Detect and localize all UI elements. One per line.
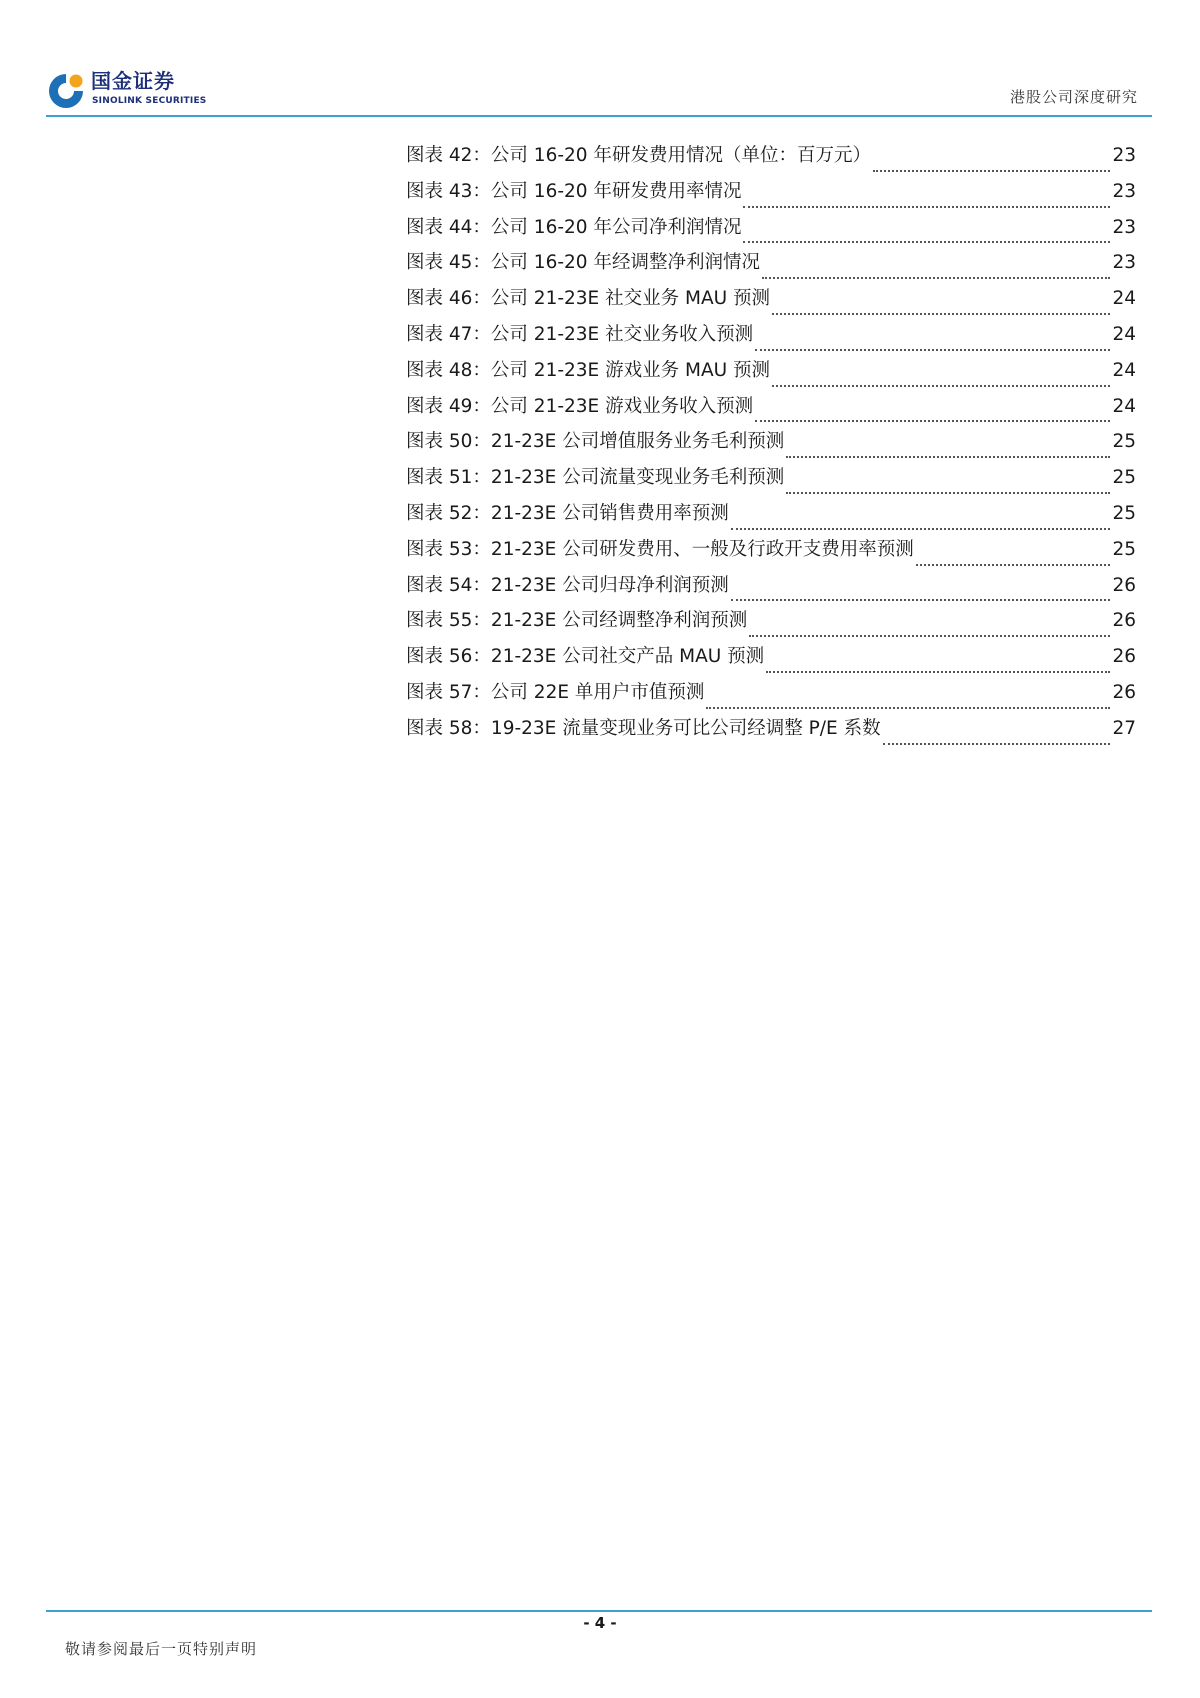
- footer-divider: [46, 1610, 1152, 1612]
- logo-chinese-name: 国金证券: [91, 69, 175, 93]
- header-divider: [46, 115, 1152, 117]
- toc-entry-page: 23: [1112, 145, 1136, 166]
- toc-entry-page: 26: [1112, 574, 1136, 596]
- document-type-label: 港股公司深度研究: [1009, 88, 1138, 106]
- toc-entry-title: 图表 55：21-23E 公司经调整净利润预测: [406, 610, 748, 632]
- toc-entry[interactable]: [406, 609, 1136, 645]
- toc-entry-page: 25: [1112, 431, 1136, 453]
- toc-entry-page: 26: [1112, 646, 1136, 668]
- toc-dot-leader: [786, 454, 1110, 458]
- toc-entry[interactable]: [406, 216, 1136, 252]
- toc-entry[interactable]: [406, 466, 1136, 502]
- toc-entry-page: 25: [1112, 538, 1136, 560]
- toc-entry[interactable]: [406, 574, 1136, 610]
- toc-entry-page: 23: [1112, 180, 1136, 202]
- sinolink-logo-icon: [46, 70, 86, 110]
- figure-list: [406, 144, 1136, 753]
- toc-entry-page: 24: [1112, 323, 1136, 345]
- toc-entry-title: 图表 56：21-23E 公司社交产品 MAU 预测: [406, 646, 765, 668]
- toc-entry[interactable]: [406, 251, 1136, 287]
- toc-entry-page: 25: [1112, 502, 1136, 524]
- toc-entry-title: 图表 52：21-23E 公司销售费用率预测: [406, 502, 729, 524]
- toc-entry-page: 23: [1112, 252, 1136, 274]
- toc-dot-leader: [873, 168, 1111, 172]
- toc-entry-page: 25: [1112, 467, 1136, 489]
- toc-entry[interactable]: [406, 538, 1136, 574]
- toc-dot-leader: [766, 669, 1110, 673]
- toc-entry[interactable]: [406, 395, 1136, 431]
- toc-dot-leader: [755, 347, 1110, 351]
- toc-dot-leader: [772, 311, 1110, 315]
- toc-entry-title: 图表 43：公司 16-20 年研发费用率情况: [406, 180, 742, 202]
- toc-dot-leader: [743, 239, 1110, 243]
- toc-dot-leader: [731, 597, 1111, 601]
- toc-entry-title: 图表 42：公司 16-20 年研发费用情况（单位：百万元）: [406, 145, 871, 166]
- toc-dot-leader: [743, 204, 1110, 208]
- toc-entry[interactable]: [406, 430, 1136, 466]
- toc-entry-title: 图表 47：公司 21-23E 社交业务收入预测: [406, 323, 754, 345]
- toc-entry[interactable]: [406, 717, 1136, 753]
- toc-entry[interactable]: [406, 323, 1136, 359]
- toc-entry-page: 24: [1112, 395, 1136, 417]
- disclaimer-note: 敬请参阅最后一页特别声明: [65, 1640, 258, 1658]
- toc-entry[interactable]: [406, 180, 1136, 216]
- page-header: [46, 62, 1152, 118]
- toc-entry[interactable]: [406, 359, 1136, 395]
- toc-entry[interactable]: [406, 502, 1136, 538]
- toc-entry[interactable]: [406, 287, 1136, 323]
- toc-entry-title: 图表 53：21-23E 公司研发费用、一般及行政开支费用率预测: [406, 538, 914, 560]
- toc-entry-page: 26: [1112, 681, 1136, 703]
- toc-entry-title: 图表 45：公司 16-20 年经调整净利润情况: [406, 252, 760, 274]
- page-number: - 4 -: [583, 1614, 617, 1632]
- toc-entry[interactable]: [406, 681, 1136, 717]
- toc-dot-leader: [772, 383, 1110, 387]
- toc-dot-leader: [706, 705, 1110, 709]
- logo-english-name: SINOLINK SECURITIES: [92, 96, 207, 106]
- toc-dot-leader: [755, 418, 1110, 422]
- toc-entry-page: 27: [1112, 717, 1136, 739]
- toc-entry[interactable]: [406, 645, 1136, 681]
- toc-entry-page: 23: [1112, 216, 1136, 238]
- toc-entry-title: 图表 49：公司 21-23E 游戏业务收入预测: [406, 395, 754, 417]
- toc-entry-title: 图表 54：21-23E 公司归母净利润预测: [406, 574, 729, 596]
- toc-entry-title: 图表 46：公司 21-23E 社交业务 MAU 预测: [406, 288, 771, 310]
- toc-dot-leader: [731, 526, 1111, 530]
- toc-dot-leader: [916, 562, 1111, 566]
- toc-dot-leader: [883, 741, 1111, 745]
- toc-dot-leader: [762, 275, 1111, 279]
- toc-entry-title: 图表 58：19-23E 流量变现业务可比公司经调整 P/E 系数: [406, 717, 881, 739]
- toc-entry-page: 26: [1112, 610, 1136, 632]
- toc-entry-title: 图表 50：21-23E 公司增值服务业务毛利预测: [406, 431, 785, 453]
- toc-entry-title: 图表 51：21-23E 公司流量变现业务毛利预测: [406, 467, 785, 489]
- toc-entry-page: 24: [1112, 359, 1136, 381]
- toc-entry-title: 图表 57：公司 22E 单用户市值预测: [406, 681, 705, 703]
- toc-entry[interactable]: [406, 144, 1136, 180]
- toc-entry-title: 图表 44：公司 16-20 年公司净利润情况: [406, 216, 742, 238]
- toc-dot-leader: [786, 490, 1110, 494]
- company-logo: [46, 68, 231, 114]
- toc-dot-leader: [749, 633, 1110, 637]
- toc-entry-title: 图表 48：公司 21-23E 游戏业务 MAU 预测: [406, 359, 771, 381]
- toc-entry-page: 24: [1112, 288, 1136, 310]
